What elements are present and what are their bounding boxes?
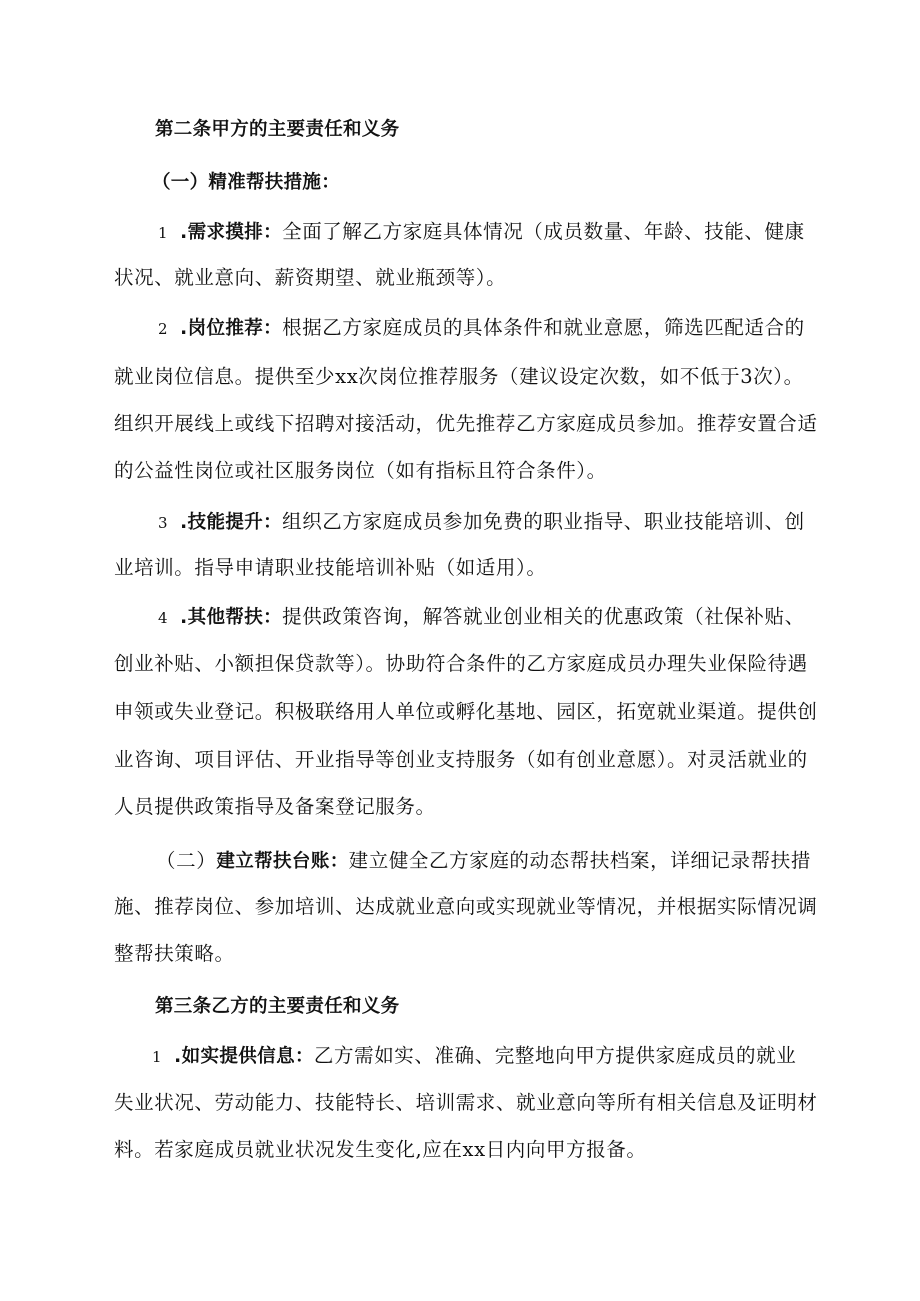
item-2-label: .岗位推荐： [180,318,283,339]
item-1-label: .需求摸排： [180,222,283,243]
item-3-text-1: 组织乙方家庭成员参加免费的职业指导、职业技能培训、创 [282,510,805,533]
item-4-line-3: 申领或失业登记。积极联络用人单位或孵化基地、园区，拓宽就业渠道。提供创 [114,700,818,723]
section-2-prefix: （二） [156,849,217,872]
item-1-line-1 [158,220,858,245]
section-2-line-3: 整帮扶策略。 [114,942,235,965]
item-2-line-3: 组织开展线上或线下招聘对接活动，优先推荐乙方家庭成员参加。推荐安置合适 [114,412,818,435]
article-3-item-1-line-2: 失业状况、劳动能力、技能特长、培训需求、就业意向等所有相关信息及证明材 [114,1091,818,1114]
article-3-item-1-line-3: 料。若家庭成员就业状况发生变化,应在xx日内向甲方报备。 [114,1138,647,1161]
section-2-line-1 [156,849,856,874]
item-3-label: .技能提升： [180,512,283,533]
section-2-line-2: 施、推荐岗位、参加培训、达成就业意向或实现就业等情况，并根据实际情况调 [114,895,818,918]
item-1-number: 1 [158,224,169,242]
item-2-line-4: 的公益性岗位或社区服务岗位（如有指标且符合条件）。 [114,459,607,482]
article-2-title: 第二条甲方的主要责任和义务 [155,119,400,140]
item-1-text-1: 全面了解乙方家庭具体情况（成员数量、年龄、技能、健康 [282,220,805,243]
item-4-number: 4 [158,609,169,627]
article-3-item-1-text-1: 乙方需如实、准确、完整地向甲方提供家庭成员的就业 [313,1044,797,1067]
item-4-line-1 [158,605,858,630]
item-2-line-1 [158,316,858,341]
section-1-title: （一）精准帮扶措施： [152,172,341,193]
item-4-line-2: 创业补贴、小额担保贷款等）。协助符合条件的乙方家庭成员办理失业保险待遇 [114,652,808,675]
item-4-label: .其他帮扶： [180,607,283,628]
section-2-label: 建立帮扶台账： [216,851,349,872]
article-3-title: 第三条乙方的主要责任和义务 [155,996,400,1017]
item-3-line-1 [158,510,858,535]
article-3-item-1-line-1 [152,1044,852,1069]
article-3-item-1-label: .如实提供信息： [174,1046,314,1067]
item-2-text-1: 根据乙方家庭成员的具体条件和就业意愿，筛选匹配适合的 [282,316,805,339]
item-3-line-2: 业培训。指导申请职业技能培训补贴（如适用）。 [114,556,547,579]
section-2-text-1: 建立健全乙方家庭的动态帮扶档案，详细记录帮扶措 [348,849,811,872]
item-1-line-2: 状况、就业意向、薪资期望、就业瓶颈等）。 [114,266,507,289]
item-4-line-4: 业咨询、项目评估、开业指导等创业支持服务（如有创业意愿）。对灵活就业的 [114,748,808,771]
item-4-text-1: 提供政策咨询，解答就业创业相关的优惠政策（社保补贴、 [282,605,805,628]
item-4-line-5: 人员提供政策指导及备案登记服务。 [114,795,436,818]
item-2-line-2: 就业岗位信息。提供至少xx次岗位推荐服务（建议设定次数，如不低于3次）。 [114,365,804,388]
item-2-number: 2 [158,320,169,338]
article-3-item-1-number: 1 [152,1048,163,1066]
item-3-number: 3 [158,514,169,532]
